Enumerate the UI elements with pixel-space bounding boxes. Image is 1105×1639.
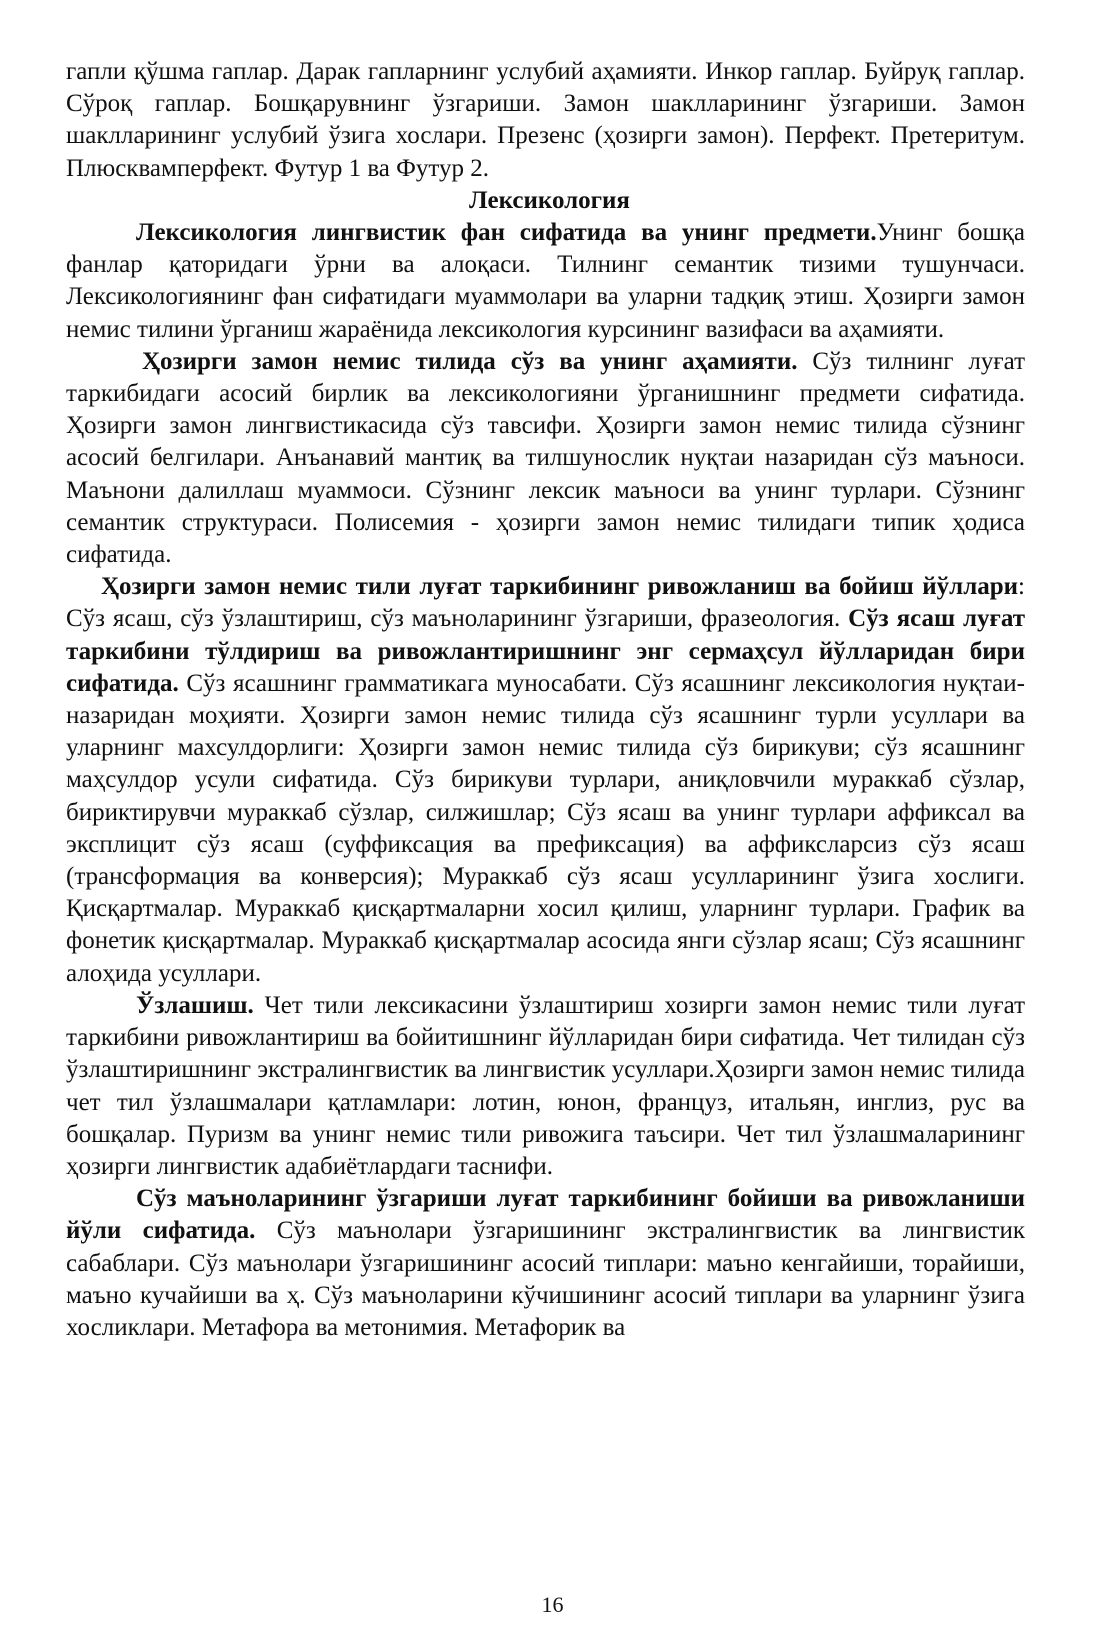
- paragraph-semantic-change: [66, 1183, 1025, 1344]
- section-title: Лексикология: [469, 186, 630, 214]
- paragraph-text: Унинг бошқа фанлар қаторидаги ўрни ва алоқаси. Тилнинг семантик тизими тушунчаси. Лексикологиянинг фан сифатидаги муаммолари ва уларни тадқиқ этиш. Ҳозирги замон немис тилини ўрганиш жараёнида лексикология курсининг вазифаси ва аҳамияти.: [66, 219, 1025, 343]
- paragraph-text-continued: Сўз ясашнинг грамматикага муносабати. Сўз ясашнинг лексикология нуқтаи-назаридан моҳияти. Ҳозирги замон немис тилида сўз ясашнинг турли усуллари ва уларнинг махсулдорлиги: Ҳозирги замон немис тилида сўз бирикуви; сўз ясашнинг маҳсулдор усули сифатида. Сўз бирикуви турлари, аниқловчили мураккаб сўзлар, бириктирувчи мураккаб сўзлар, силжишлар; Сўз ясаш ва унинг турлари аффиксал ва эксплицит сўз ясаш (суффиксация ва префиксация) ва аффиксларсиз сўз ясаш (трансформация ва конверсия); Мураккаб сўз ясаш усулларининг ўзига хослиги. Қисқартмалар. Мураккаб қисқартмаларни хосил қилиш, уларнинг турлари. График ва фонетик қисқартмалар. Мураккаб қисқартмалар асосида янги сўзлар ясаш; Сўз ясашнинг алоҳида усуллари.: [66, 669, 1025, 987]
- paragraph-text: : Сўз ясаш, сўз ўзлаштириш, сўз маъноларининг ўзгариши, фразеология.: [66, 573, 1025, 633]
- paragraph-borrowing: [66, 990, 1025, 1183]
- paragraph-lexicology-subject: [66, 217, 1025, 346]
- paragraph-heading: Сўз маъноларининг ўзгариши луғат таркибининг бойиши ва ривожланиши йўли сифатида.: [66, 1185, 1025, 1245]
- paragraph-heading: Ҳозирги замон немис тили луғат таркибининг ривожланиш ва бойиш йўллари: [101, 573, 1019, 601]
- paragraph-subheading: Сўз ясаш луғат таркибини тўлдириш ва ривожлантиришнинг энг сермаҳсул йўлларидан бири сифатида.: [66, 605, 1025, 697]
- paragraph-vocabulary-development: [66, 571, 1025, 990]
- page-number: 16: [541, 1592, 564, 1617]
- paragraph-heading: Лексикология лингвистик фан сифатида ва унинг предмети.: [136, 219, 877, 247]
- paragraph-text: Чет тили лексикасини ўзлаштириш хозирги замон немис тили луғат таркибини ривожлантириш ва бойитишнинг йўлларидан бири сифатида. Чет тилидан сўз ўзлаштиришнинг экстралингвистик ва лингвистик усуллари.Ҳозирги замон немис тилида чет тил ўзлашмалари қатламлари: лотин, юнон, француз, итальян, инглиз, рус ва бошқалар. Пуризм ва унинг немис тили ривожига таъсири. Чет тил ўзлашмаларининг ҳозирги лингвистик адабиётлардаги таснифи.: [66, 991, 1025, 1180]
- paragraph-heading: Ҳозирги замон немис тилида сўз ва унинг аҳамияти.: [142, 347, 798, 375]
- paragraph-heading: Ўзлашиш.: [136, 991, 254, 1019]
- paragraph-word-meaning: [66, 346, 1025, 571]
- intro-paragraph: гапли қўшма гаплар. Дарак гапларнинг услубий аҳамияти. Инкор гаплар. Буйруқ гаплар. Сўроқ гаплар. Бошқарувнинг ўзгариши. Замон шаклларининг ўзгариши. Замон шаклларининг услубий ўзига хослари. Презенс (ҳозирги замон). Перфект. Претеритум. Плюсквамперфект. Футур 1 ва Футур 2.: [66, 58, 1025, 182]
- paragraph-text: Сўз маънолари ўзгаришининг экстралингвистик ва лингвистик сабаблари. Сўз маънолари ўзгаришининг асосий типлари: маъно кенгайиши, торайиши, маъно кучайиши ва ҳ. Сўз маъноларини кўчишининг асосий типлари ва уларнинг ўзига хосликлари. Метафора ва метонимия. Метафорик ва: [66, 1217, 1026, 1341]
- paragraph-text: Сўз тилнинг луғат таркибидаги асосий бирлик ва лексикологияни ўрганишнинг предмети сифатида. Ҳозирги замон лингвистикасида сўз тавсифи. Ҳозирги замон немис тилида сўзнинг асосий белгилари. Анъанавий мантиқ ва тилшунослик нуқтаи назаридан сўз маъноси. Маънони далиллаш муаммоси. Сўзнинг лексик маъноси ва унинг турлари. Сўзнинг семантик структураси. Полисемия - ҳозирги замон немис тилидаги типик ҳодиса сифатида.: [66, 347, 1025, 569]
